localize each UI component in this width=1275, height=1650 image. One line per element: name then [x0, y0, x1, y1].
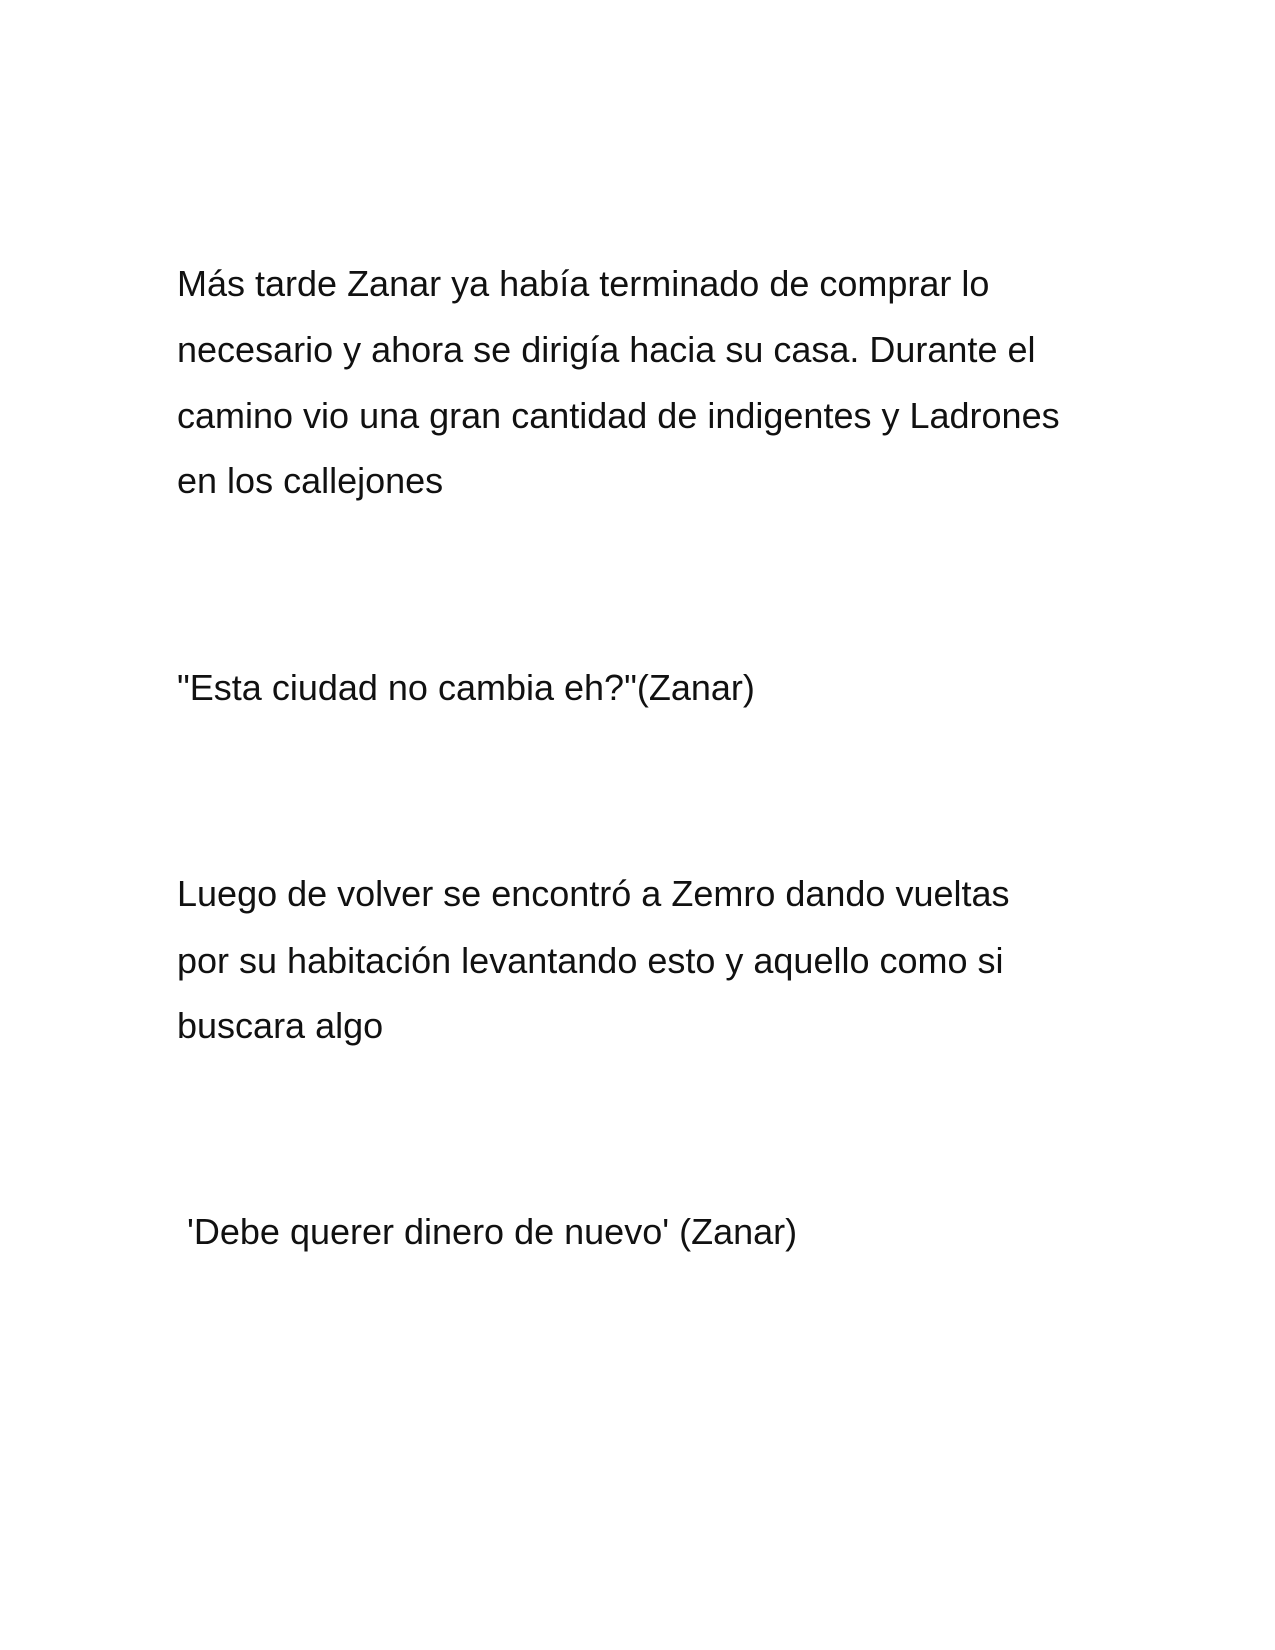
text-line: Luego de volver se encontró a Zemro dando vueltas — [177, 873, 1010, 914]
text-line: camino vio una gran cantidad de indigentes y Ladrones — [177, 395, 1060, 436]
text-line: Más tarde Zanar ya había terminado de comprar lo — [177, 263, 990, 304]
text-line: en los callejones — [177, 460, 444, 501]
text-line: 'Debe querer dinero de nuevo' (Zanar) — [177, 1211, 798, 1252]
text-line: por su habitación levantando esto y aquello como si — [177, 940, 1004, 981]
text-line: necesario y ahora se dirigía hacia su casa. Durante el — [177, 329, 1036, 370]
text-line: buscara algo — [177, 1005, 384, 1046]
text-line: "Esta ciudad no cambia eh?"(Zanar) — [177, 667, 755, 708]
